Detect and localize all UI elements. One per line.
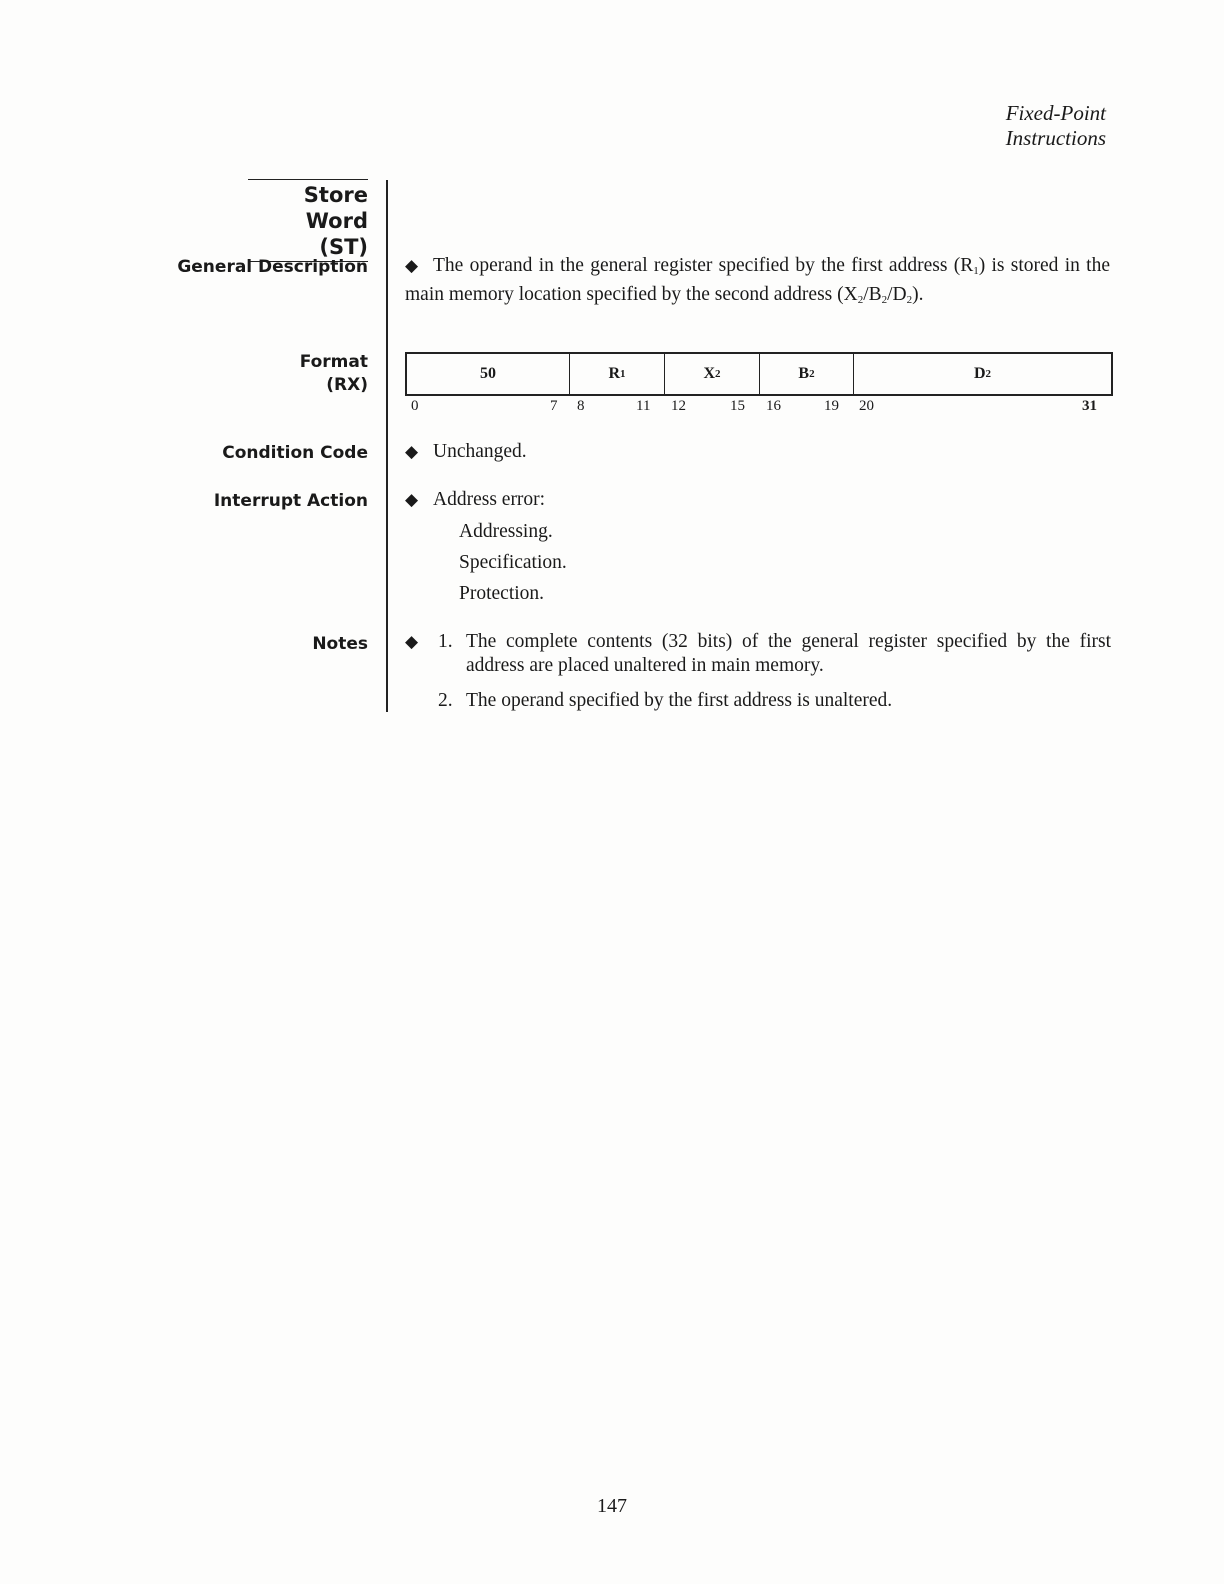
condition-code-text: ◆ Unchanged. [405, 441, 527, 462]
bit-position: 12 [671, 398, 686, 414]
interrupt-action-heading: ◆ Address error: [405, 489, 546, 510]
bit-position: 16 [766, 398, 781, 414]
running-head [1006, 101, 1106, 151]
diamond-bullet-icon: ◆ [405, 256, 419, 275]
running-head-line1: Fixed-Point [1005, 101, 1106, 125]
bit-position: 31 [1082, 398, 1097, 414]
bit-position: 7 [550, 398, 558, 414]
format-field-x2: X 2 [665, 354, 760, 394]
note-item [405, 630, 1111, 678]
label-notes: Notes [312, 634, 368, 654]
diamond-bullet-icon: ◆ [405, 442, 419, 461]
running-head-line2: Instructions [1005, 126, 1106, 150]
format-field-b2: B 2 [760, 354, 854, 394]
note-number: 2. [438, 690, 453, 711]
instruction-title [248, 179, 368, 262]
format-field-d2: D 2 [973, 365, 992, 382]
format-field-r1: R 1 [570, 354, 665, 394]
label-format [300, 351, 368, 397]
note-text: The complete contents (32 bits) of the general register specified by the first address are placed unaltered in main memory. [466, 631, 1111, 676]
note-item [405, 689, 1111, 713]
interrupt-item: Addressing. [459, 521, 553, 542]
label-general-description: General Description [177, 257, 368, 277]
format-field-opcode: 50 [407, 354, 570, 394]
instruction-title-line1: Store Word [303, 183, 368, 233]
label-format-line1: Format [299, 352, 368, 372]
label-interrupt-action: Interrupt Action [213, 491, 368, 511]
bit-position: 20 [859, 398, 874, 414]
instruction-mnemonic: (ST) [319, 235, 368, 259]
bit-position: 0 [411, 398, 419, 414]
interrupt-item: Protection. [459, 583, 545, 604]
label-condition-code: Condition Code [222, 443, 368, 463]
interrupt-item: Specification. [459, 552, 567, 573]
diamond-bullet-icon: ◆ [405, 490, 419, 509]
bit-position: 19 [824, 398, 839, 414]
note-number: 1. [438, 631, 453, 652]
diamond-bullet-icon: ◆ [405, 632, 419, 651]
note-text: The operand specified by the first address is unaltered. [466, 690, 893, 711]
general-description-text: ◆ The operand in the general register specified by the first address $(R_1)$ is stored in the main memory location specified by the second address $(X_2/B_2/D_2)$. [405, 255, 1110, 306]
label-format-line2: (RX) [326, 375, 368, 395]
bit-position: 8 [577, 398, 585, 414]
bit-position: 15 [730, 398, 745, 414]
bit-position: 11 [636, 398, 651, 414]
column-divider [386, 180, 388, 712]
page-number: 147 [597, 1495, 627, 1517]
instruction-format-diagram [405, 352, 1113, 396]
